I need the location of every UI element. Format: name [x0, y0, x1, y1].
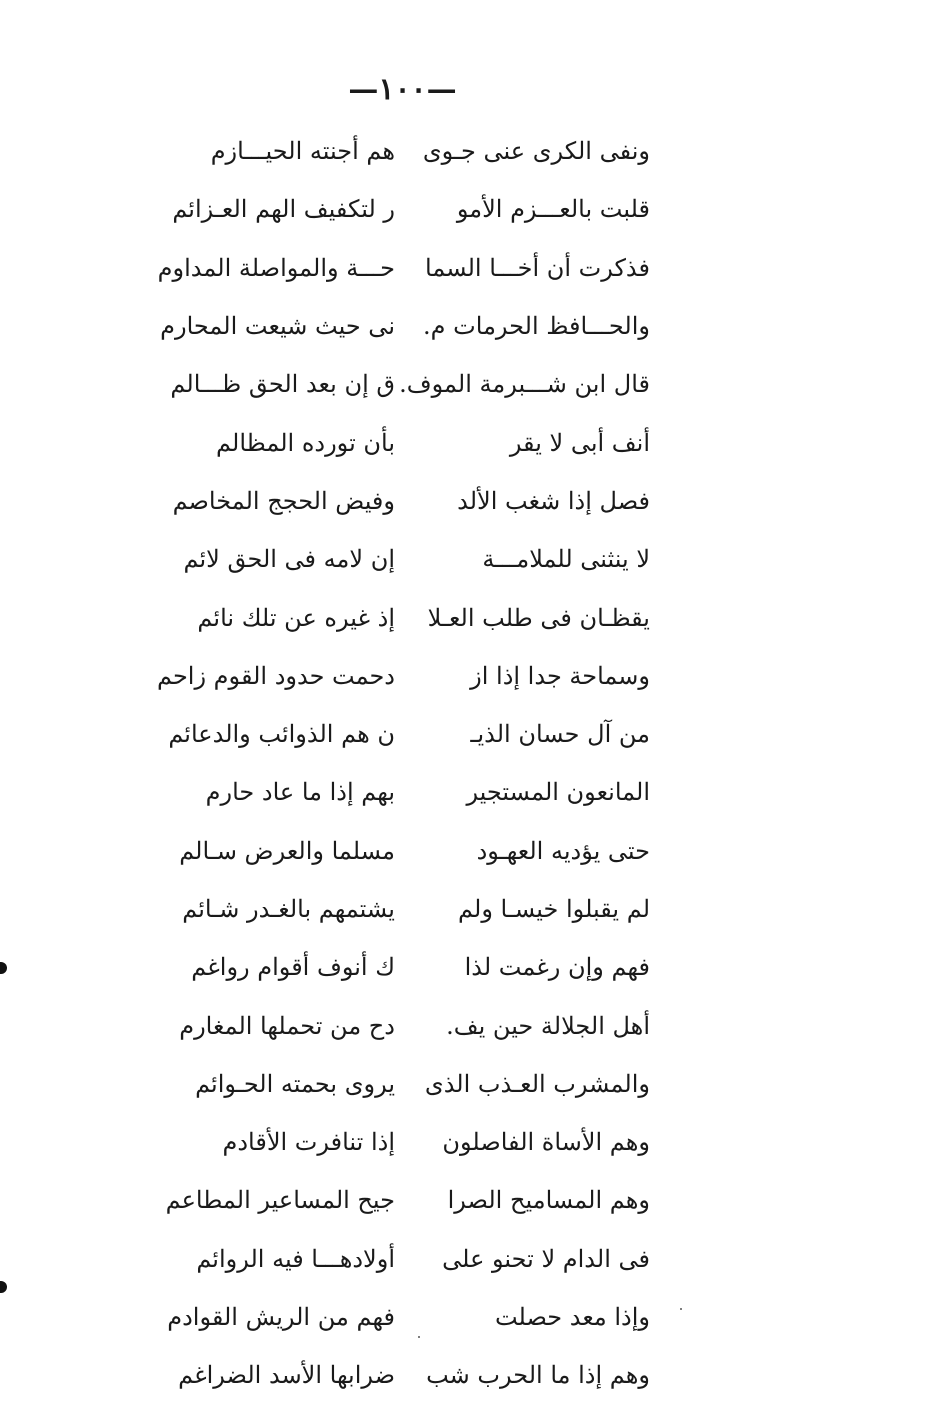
- verse-line: [150, 996, 650, 1054]
- verse-line: [150, 1288, 650, 1346]
- verse-line: [150, 1171, 650, 1229]
- verse-second-hemistich: إن لامه فى الحق لائم: [183, 545, 395, 574]
- page-number: —١٠٠—: [348, 72, 457, 107]
- verse-second-hemistich: بأن تورده المظالم: [216, 428, 395, 457]
- verse-first-hemistich: المانعون المستجير: [466, 778, 650, 807]
- verse-second-hemistich: أولادهـــا فيه الروائم: [196, 1244, 395, 1273]
- verse-first-hemistich: والحـــافظ الحرمات م.: [423, 312, 650, 341]
- verse-first-hemistich: فصل إذا شغب الألد: [457, 486, 650, 515]
- verse-first-hemistich: وإذا معد حصلت: [494, 1303, 650, 1332]
- verse-first-hemistich: والمشرب العـذب الذى: [424, 1069, 650, 1098]
- verse-first-hemistich: قلبت بالعـــزم الأمو: [456, 195, 650, 224]
- scan-edge-mark: [0, 962, 7, 974]
- verse-first-hemistich: يقظـان فى طلب العـلا: [427, 603, 650, 632]
- verse-line: [150, 472, 650, 530]
- verse-second-hemistich: حـــة والمواصلة المداوم: [157, 253, 395, 282]
- verse-first-hemistich: لم يقبلوا خيسـا ولم: [458, 895, 650, 923]
- verse-line: [150, 1055, 650, 1113]
- verse-second-hemistich: دح من تحملها المغارم: [179, 1011, 395, 1040]
- verse-first-hemistich: قال ابن شـــبرمة الموف.: [399, 370, 650, 399]
- scan-edge-mark: [0, 1281, 7, 1293]
- verse-first-hemistich: وهم المساميح الصرا: [447, 1186, 650, 1215]
- verse-line: [150, 647, 650, 705]
- verse-first-hemistich: فهم وإن رغمت لذا: [464, 953, 650, 982]
- verse-line: [150, 1230, 650, 1288]
- verse-first-hemistich: ونفى الكرى عنى جـوى: [422, 137, 650, 166]
- verse-second-hemistich: إذا تنافرت الأقادم: [222, 1128, 395, 1157]
- verse-first-hemistich: فى الدام لا تحنو على: [442, 1244, 650, 1273]
- verse-second-hemistich: ق إن بعد الحق ظـــالم: [170, 370, 395, 399]
- verse-line: [150, 180, 650, 238]
- verse-first-hemistich: وهم الأساة الفاصلون: [442, 1128, 650, 1157]
- verse-line: [150, 763, 650, 821]
- verse-second-hemistich: إذ غيره عن تلك نائم: [197, 603, 395, 632]
- verse-first-hemistich: لا ينثنى للملامـــة: [482, 545, 650, 574]
- verse-first-hemistich: أنف أبى لا يقر: [509, 428, 650, 457]
- scan-speck: [418, 1336, 420, 1338]
- verse-second-hemistich: فهم من الريش القوادم: [167, 1303, 395, 1332]
- verse-second-hemistich: وفيض الحجج المخاصم: [172, 486, 395, 515]
- poem-verses: [150, 122, 650, 1405]
- verse-line: [150, 822, 650, 880]
- verse-line: [150, 588, 650, 646]
- verse-second-hemistich: نى حيث شيعت المحارم: [160, 312, 395, 341]
- verse-first-hemistich: وهم إذا ما الحرب شب: [426, 1361, 650, 1390]
- verse-line: [150, 530, 650, 588]
- verse-line: [150, 1113, 650, 1171]
- verse-first-hemistich: أهل الجلالة حين يف.: [446, 1011, 650, 1040]
- verse-second-hemistich: دحمت حدود القوم زاحم: [156, 661, 395, 690]
- verse-line: [150, 297, 650, 355]
- scan-speck: [680, 1308, 682, 1310]
- verse-second-hemistich: هم أجنته الحيـــازم: [210, 137, 395, 166]
- verse-second-hemistich: جيح المساعير المطاعم: [165, 1186, 395, 1215]
- verse-second-hemistich: ن هم الذوائب والدعائم: [168, 720, 395, 749]
- verse-first-hemistich: من آل حسان الذيـ: [470, 720, 650, 749]
- verse-second-hemistich: يروى بحمته الحـوائم: [195, 1069, 395, 1098]
- verse-line: [150, 1346, 650, 1404]
- verse-second-hemistich: بهم إذا ما عاد حارم: [205, 778, 395, 807]
- verse-first-hemistich: حتى يؤديه العهـود: [476, 836, 650, 865]
- verse-second-hemistich: ضرابها الأسد الضراغم: [178, 1361, 395, 1390]
- verse-line: [150, 938, 650, 996]
- verse-line: [150, 705, 650, 763]
- verse-first-hemistich: وسماحة جدا إذا از: [470, 661, 650, 690]
- verse-line: [150, 355, 650, 413]
- verse-line: [150, 413, 650, 471]
- verse-second-hemistich: ك أنوف أقوام رواغم: [191, 953, 395, 982]
- verse-line: [150, 880, 650, 938]
- verse-second-hemistich: مسلما والعرض سـالم: [179, 836, 395, 865]
- verse-second-hemistich: يشتمهم بالغـدر شـائم: [182, 895, 395, 923]
- verse-second-hemistich: ر لتكفيف الهم العـزائم: [172, 195, 395, 224]
- verse-line: [150, 122, 650, 180]
- verse-first-hemistich: فذكرت أن أخـــا السما: [425, 253, 650, 282]
- verse-line: [150, 239, 650, 297]
